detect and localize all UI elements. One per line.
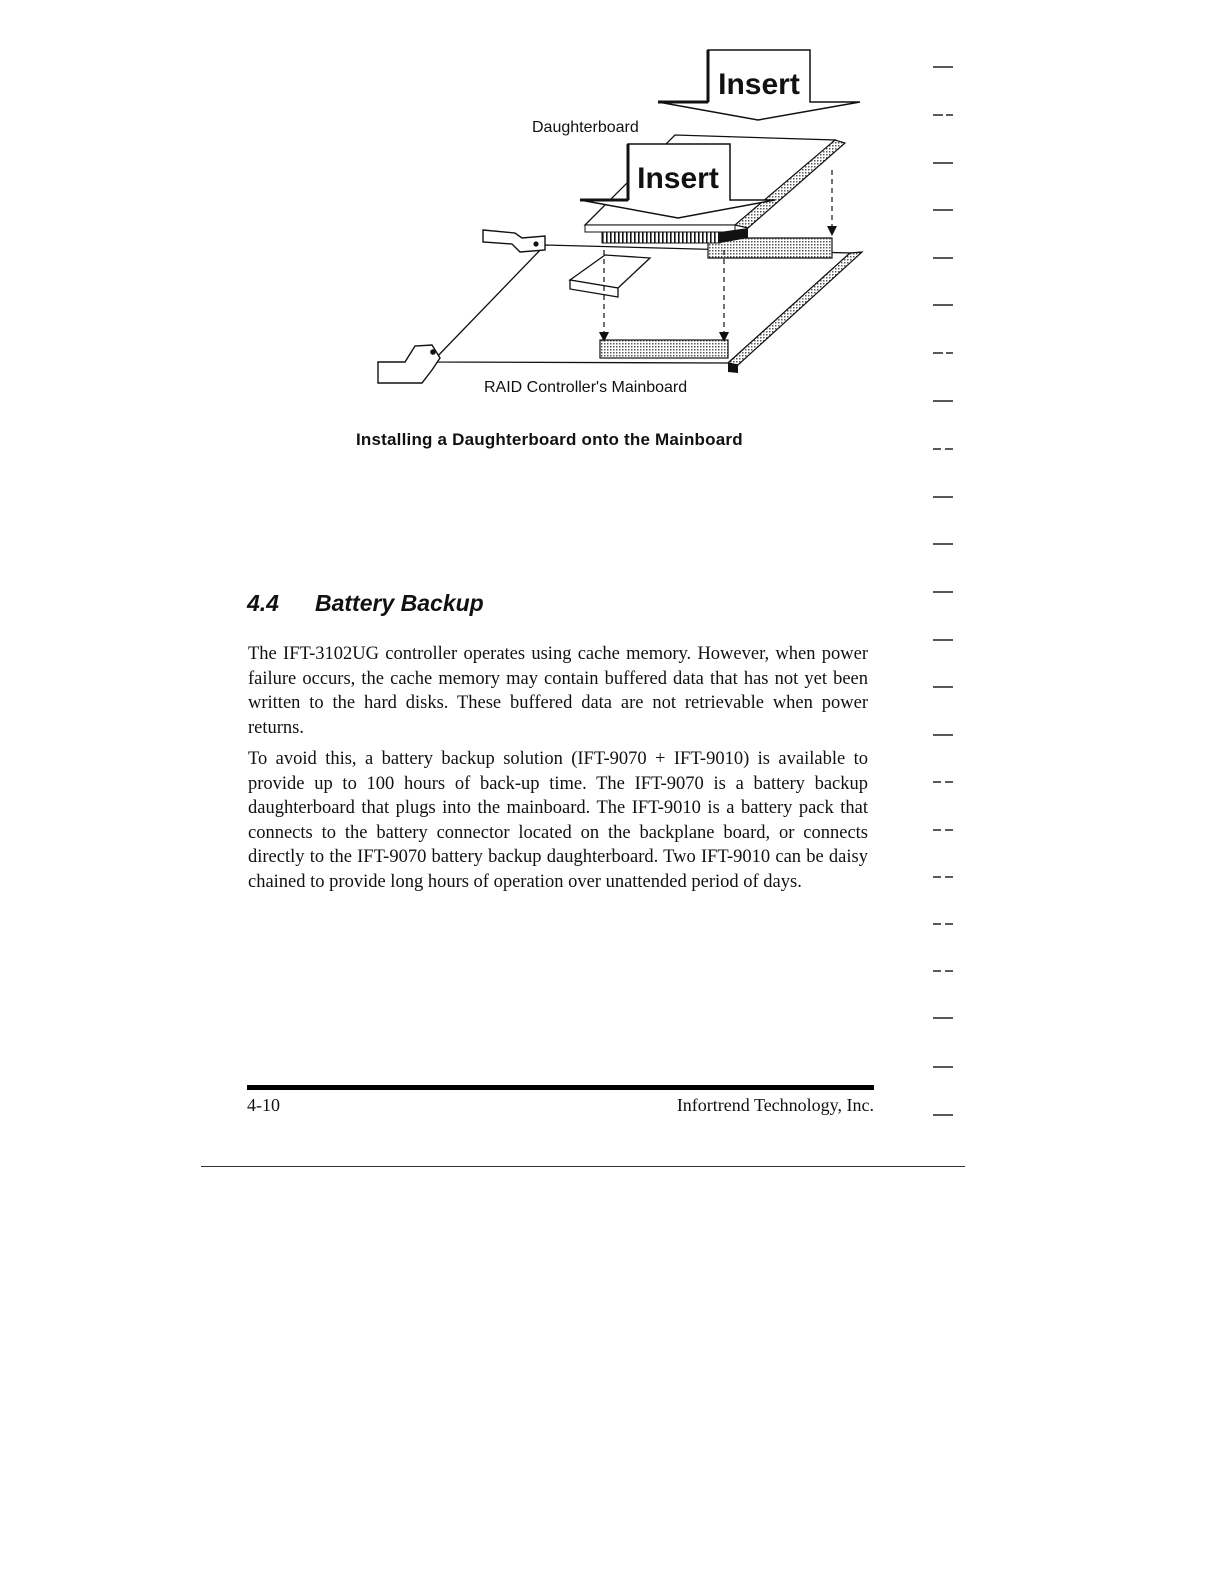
figure-caption: Installing a Daughterboard onto the Mainboard [356, 430, 743, 449]
section-title: Battery Backup [315, 590, 484, 616]
section-heading [247, 590, 484, 617]
paragraph: The IFT-3102UG controller operates using cache memory. However, when power failure occurs, the cache memory may contain buffered data that has not yet been written to the hard disks. These buffered data are not retrievable when power returns. [248, 644, 868, 738]
edge-tab-marks [925, 55, 965, 1135]
mainboard-connector [600, 340, 728, 358]
insert-label-top: Insert [718, 68, 800, 101]
insert-label-mid: Insert [637, 162, 719, 195]
footer-rule [247, 1085, 874, 1090]
body-text [248, 642, 868, 901]
company-name: Infortrend Technology, Inc. [676, 1095, 874, 1115]
paragraph: To avoid this, a battery backup solution (IFT-9070 + IFT-9010) is available to provide up to 100 hours of back-up time. The IFT-9070 is a battery backup daughterboard that plugs into the mainboard. The IFT-9010 is a battery pack that connects to the battery connector located on the backplane board, or connects directly to the IFT-9070 battery backup daughterboard. Two IFT-9010 can be daisy chained to provide long hours of operation over unattended period of days. [248, 749, 868, 892]
page-edge-tabs [925, 55, 965, 1135]
ejector-top [483, 230, 545, 252]
installation-diagram [370, 40, 890, 410]
scan-edge-rule [201, 1166, 965, 1167]
mainboard-label: RAID Controller's Mainboard [484, 379, 688, 396]
section-number: 4.4 [247, 590, 279, 616]
mainboard [378, 230, 862, 383]
page-number: 4-10 [247, 1095, 280, 1115]
daughterboard-label: Daughterboard [532, 119, 639, 136]
daughterboard-diagram-svg [370, 40, 890, 410]
